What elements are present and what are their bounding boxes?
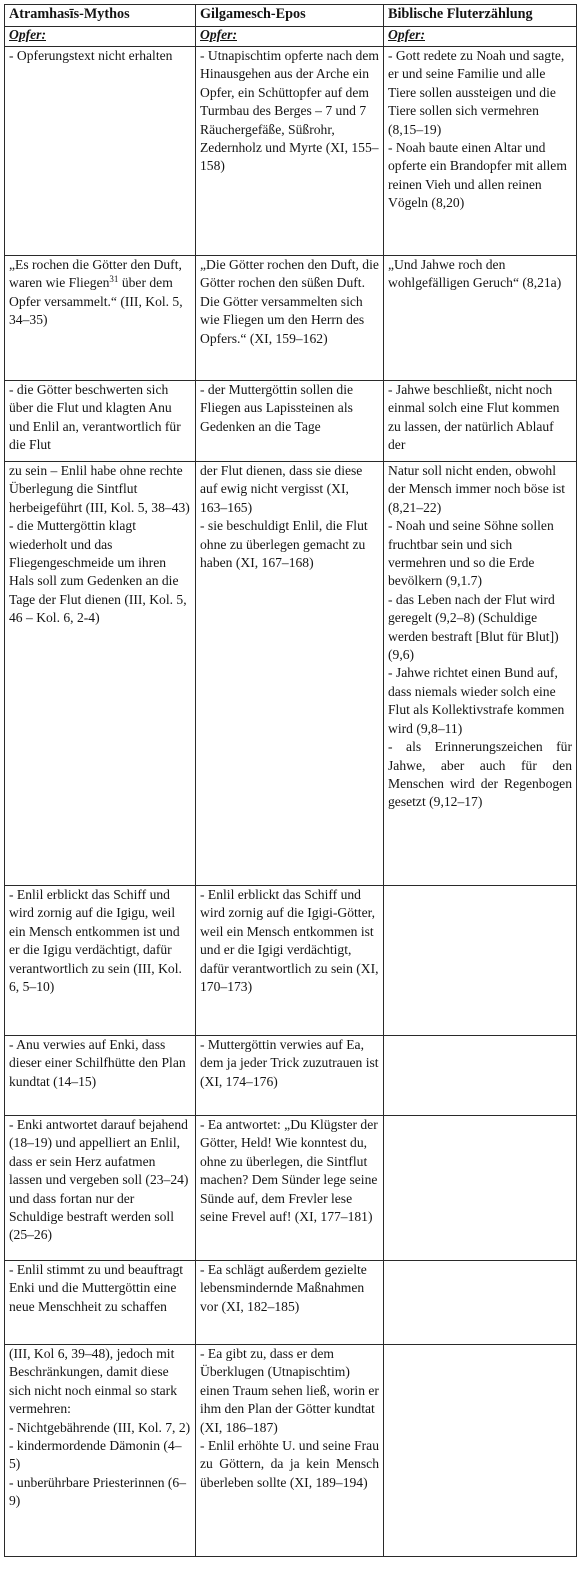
cell-text: Natur soll nicht enden, obwohl der Mensch immer noch böse ist (8,21–22) bbox=[388, 463, 566, 515]
cell-text: - die Muttergöttin klagt wiederholt und das Fliegengeschmeide um ihren Hals soll zum Gedenken an die Tage der Flut dienen (III, Kol. 5, 46 – Kol. 6, 2-4) bbox=[9, 518, 187, 626]
subheader-row bbox=[5, 27, 577, 47]
table-cell bbox=[384, 256, 577, 381]
table-cell bbox=[5, 462, 196, 886]
table-cell bbox=[5, 1345, 196, 1557]
table-cell bbox=[196, 1036, 384, 1116]
cell-text: - als Erinnerungszeichen für Jahwe, aber auch für den Menschen wird der Regenbogen gesetzt (9,12–17) bbox=[388, 739, 572, 810]
cell-text: - der Muttergöttin sollen die Fliegen aus Lapissteinen als Gedenken an die Tage bbox=[200, 382, 354, 434]
cell-text: - Gott redete zu Noah und sagte, er und seine Familie und alle Tiere sollen aussteigen und die Tiere sollen sich vermehren (8,15–19) bbox=[388, 48, 565, 137]
table-cell bbox=[384, 886, 577, 1036]
cell-text: - Jahwe beschließt, nicht noch einmal solch eine Flut kommen zu lassen, der natürlich Ablauf der bbox=[388, 382, 560, 453]
subheader-opfer-bibel: Opfer: bbox=[384, 27, 577, 47]
cell-text: - Enlil erhöhte U. und seine Frau zu Göttern, da ja kein Mensch überleben sollte (XI, 189–194) bbox=[200, 1438, 379, 1490]
table-row bbox=[5, 381, 577, 462]
table-cell bbox=[384, 462, 577, 886]
table-cell bbox=[5, 886, 196, 1036]
table-row bbox=[5, 462, 577, 886]
table-cell bbox=[5, 1261, 196, 1345]
subheader-opfer-gilgamesch: Opfer: bbox=[196, 27, 384, 47]
table-cell bbox=[196, 381, 384, 462]
table-cell bbox=[196, 1261, 384, 1345]
cell-text: - unberührbare Priesterinnen (6–9) bbox=[9, 1474, 187, 1509]
footnote-marker: 31 bbox=[109, 274, 119, 285]
cell-text: - Enlil erblickt das Schiff und wird zornig auf die Igigi-Götter, weil ein Mensch entkommen ist und er die Igigi verdächtigt, dafür verantwortlich zu sein (XI, 170–173) bbox=[200, 887, 379, 995]
cell-text: „Es rochen die Götter den Duft, waren wie Fliegen bbox=[9, 257, 182, 291]
table-cell bbox=[384, 1261, 577, 1345]
table-row bbox=[5, 886, 577, 1036]
table-row bbox=[5, 47, 577, 256]
cell-text: - das Leben nach der Flut wird geregelt (9,2–8) (Schuldige werden bestraft [Blut für Blut]) (9,6) bbox=[388, 591, 559, 663]
cell-text: zu sein – Enlil habe ohne rechte Überlegung die Sintflut herbeigeführt (III, Kol. 5, 38–43) bbox=[9, 463, 190, 515]
table-cell bbox=[196, 886, 384, 1036]
cell-text: - Enlil erblickt das Schiff und wird zornig auf die Igigu, weil ein Mensch entkommen ist und er die Igigu verdächtigt, dafür verantwortlich zu sein (III, Kol. 6, 5–10) bbox=[9, 887, 182, 995]
table-cell bbox=[384, 1116, 577, 1261]
table-cell bbox=[196, 256, 384, 381]
cell-text: - sie beschuldigt Enlil, die Flut ohne zu überlegen gemacht zu haben (XI, 167–168) bbox=[200, 518, 368, 571]
table-cell bbox=[196, 1116, 384, 1261]
table-cell bbox=[5, 1036, 196, 1116]
table-row bbox=[5, 1261, 577, 1345]
header-row bbox=[5, 5, 577, 27]
cell-text: - Ea antwortet: „Du Klügster der Götter, Held! Wie konntest du, ohne zu überlegen, die Sintflut machen? Dem Sünder lege seine Sünde auf, dem Frevler lese seine Frevel auf! (XI, 177–181) bbox=[200, 1117, 378, 1225]
flood-comparison-table bbox=[4, 4, 577, 1557]
table-row bbox=[5, 256, 577, 381]
table-row bbox=[5, 1036, 577, 1116]
table-cell bbox=[5, 381, 196, 462]
cell-text: - Muttergöttin verwies auf Ea, dem ja jeder Trick zuzutrauen ist (XI, 174–176) bbox=[200, 1037, 379, 1089]
table-cell bbox=[384, 381, 577, 462]
cell-text: - Opferungstext nicht erhalten bbox=[9, 48, 173, 63]
cell-text: - Jahwe richtet einen Bund auf, dass niemals wieder solch eine Flut als Kollektivstrafe kommen wird (9,8–11) bbox=[388, 665, 565, 736]
table-cell bbox=[196, 462, 384, 886]
table-cell bbox=[196, 1345, 384, 1557]
cell-text: - die Götter beschwerten sich über die Flut und klagten Anu und Enlil an, verantwortlich für die Flut bbox=[9, 382, 181, 453]
column-header-gilgamesch: Gilgamesch-Epos bbox=[196, 5, 384, 27]
table-cell bbox=[5, 256, 196, 381]
column-header-bibel: Biblische Fluterzählung bbox=[384, 5, 577, 27]
table-row bbox=[5, 1345, 577, 1557]
cell-text: „Die Götter rochen den Duft, die Götter rochen den süßen Duft. Die Götter versammelten sich wie Fliegen um den Herrn des Opfers.“ (XI, 159–162) bbox=[200, 257, 379, 346]
cell-text: - Ea schlägt außerdem gezielte lebensmindernde Maßnahmen vor (XI, 182–185) bbox=[200, 1262, 367, 1314]
table-cell bbox=[5, 47, 196, 256]
cell-text: - Enki antwortet darauf bejahend (18–19) und appelliert an Enlil, dass er sein Herz aufatmen lassen und vergeben soll (23–24) und dass fortan nur der Schuldige bestraft werden soll (25–26) bbox=[9, 1117, 189, 1243]
column-header-atramhasis: Atramhasīs-Mythos bbox=[5, 5, 196, 27]
cell-text: - Anu verwies auf Enki, dass dieser einer Schilfhütte den Plan kundtat (14–15) bbox=[9, 1037, 186, 1089]
cell-text: der Flut dienen, dass sie diese auf ewig nicht vergisst (XI, 163–165) bbox=[200, 463, 363, 515]
table-row bbox=[5, 1116, 577, 1261]
table-cell bbox=[5, 1116, 196, 1261]
cell-text: „Und Jahwe roch den wohlgefälligen Geruch“ (8,21a) bbox=[388, 257, 562, 291]
cell-text: - Noah baute einen Altar und opferte ein Brandopfer mit allem reinen Vieh und allen reinen Vögeln (8,20) bbox=[388, 140, 567, 211]
cell-text: über dem Opfer versammelt.“ (III, Kol. 5, 34–35) bbox=[9, 275, 183, 328]
cell-text: - kindermordende Dämonin (4–5) bbox=[9, 1438, 182, 1472]
cell-text: - Utnapischtim opferte nach dem Hinausgehen aus der Arche ein Opfer, ein Schüttopfer auf dem Turmbau des Berges – 7 und 7 Räuchergefäße, Süßrohr, Zedernholz und Myrte (XI, 155–158) bbox=[200, 48, 379, 174]
cell-text: - Enlil stimmt zu und beauftragt Enki und die Muttergöttin eine neue Menschheit zu schaffen bbox=[9, 1262, 184, 1314]
cell-text: - Noah und seine Söhne sollen fruchtbar sein und sich vermehren und so die Erde bevölkern (9,1.7) bbox=[388, 518, 554, 589]
cell-text: (III, Kol 6, 39–48), jedoch mit Beschränkungen, damit diese sich nicht noch einmal so stark vermehren: bbox=[9, 1346, 177, 1417]
subheader-opfer-atramhasis: Opfer: bbox=[5, 27, 196, 47]
cell-text: - Ea gibt zu, dass er dem Überklugen (Utnapischtim) einen Traum sehen ließ, worin er ihm den Plan der Götter kundtat (XI, 186–187) bbox=[200, 1346, 379, 1435]
cell-text: - Nichtgebährende (III, Kol. 7, 2) bbox=[9, 1419, 191, 1435]
table-cell bbox=[196, 47, 384, 256]
table-cell bbox=[384, 1036, 577, 1116]
table-cell bbox=[384, 1345, 577, 1557]
table-cell bbox=[384, 47, 577, 256]
